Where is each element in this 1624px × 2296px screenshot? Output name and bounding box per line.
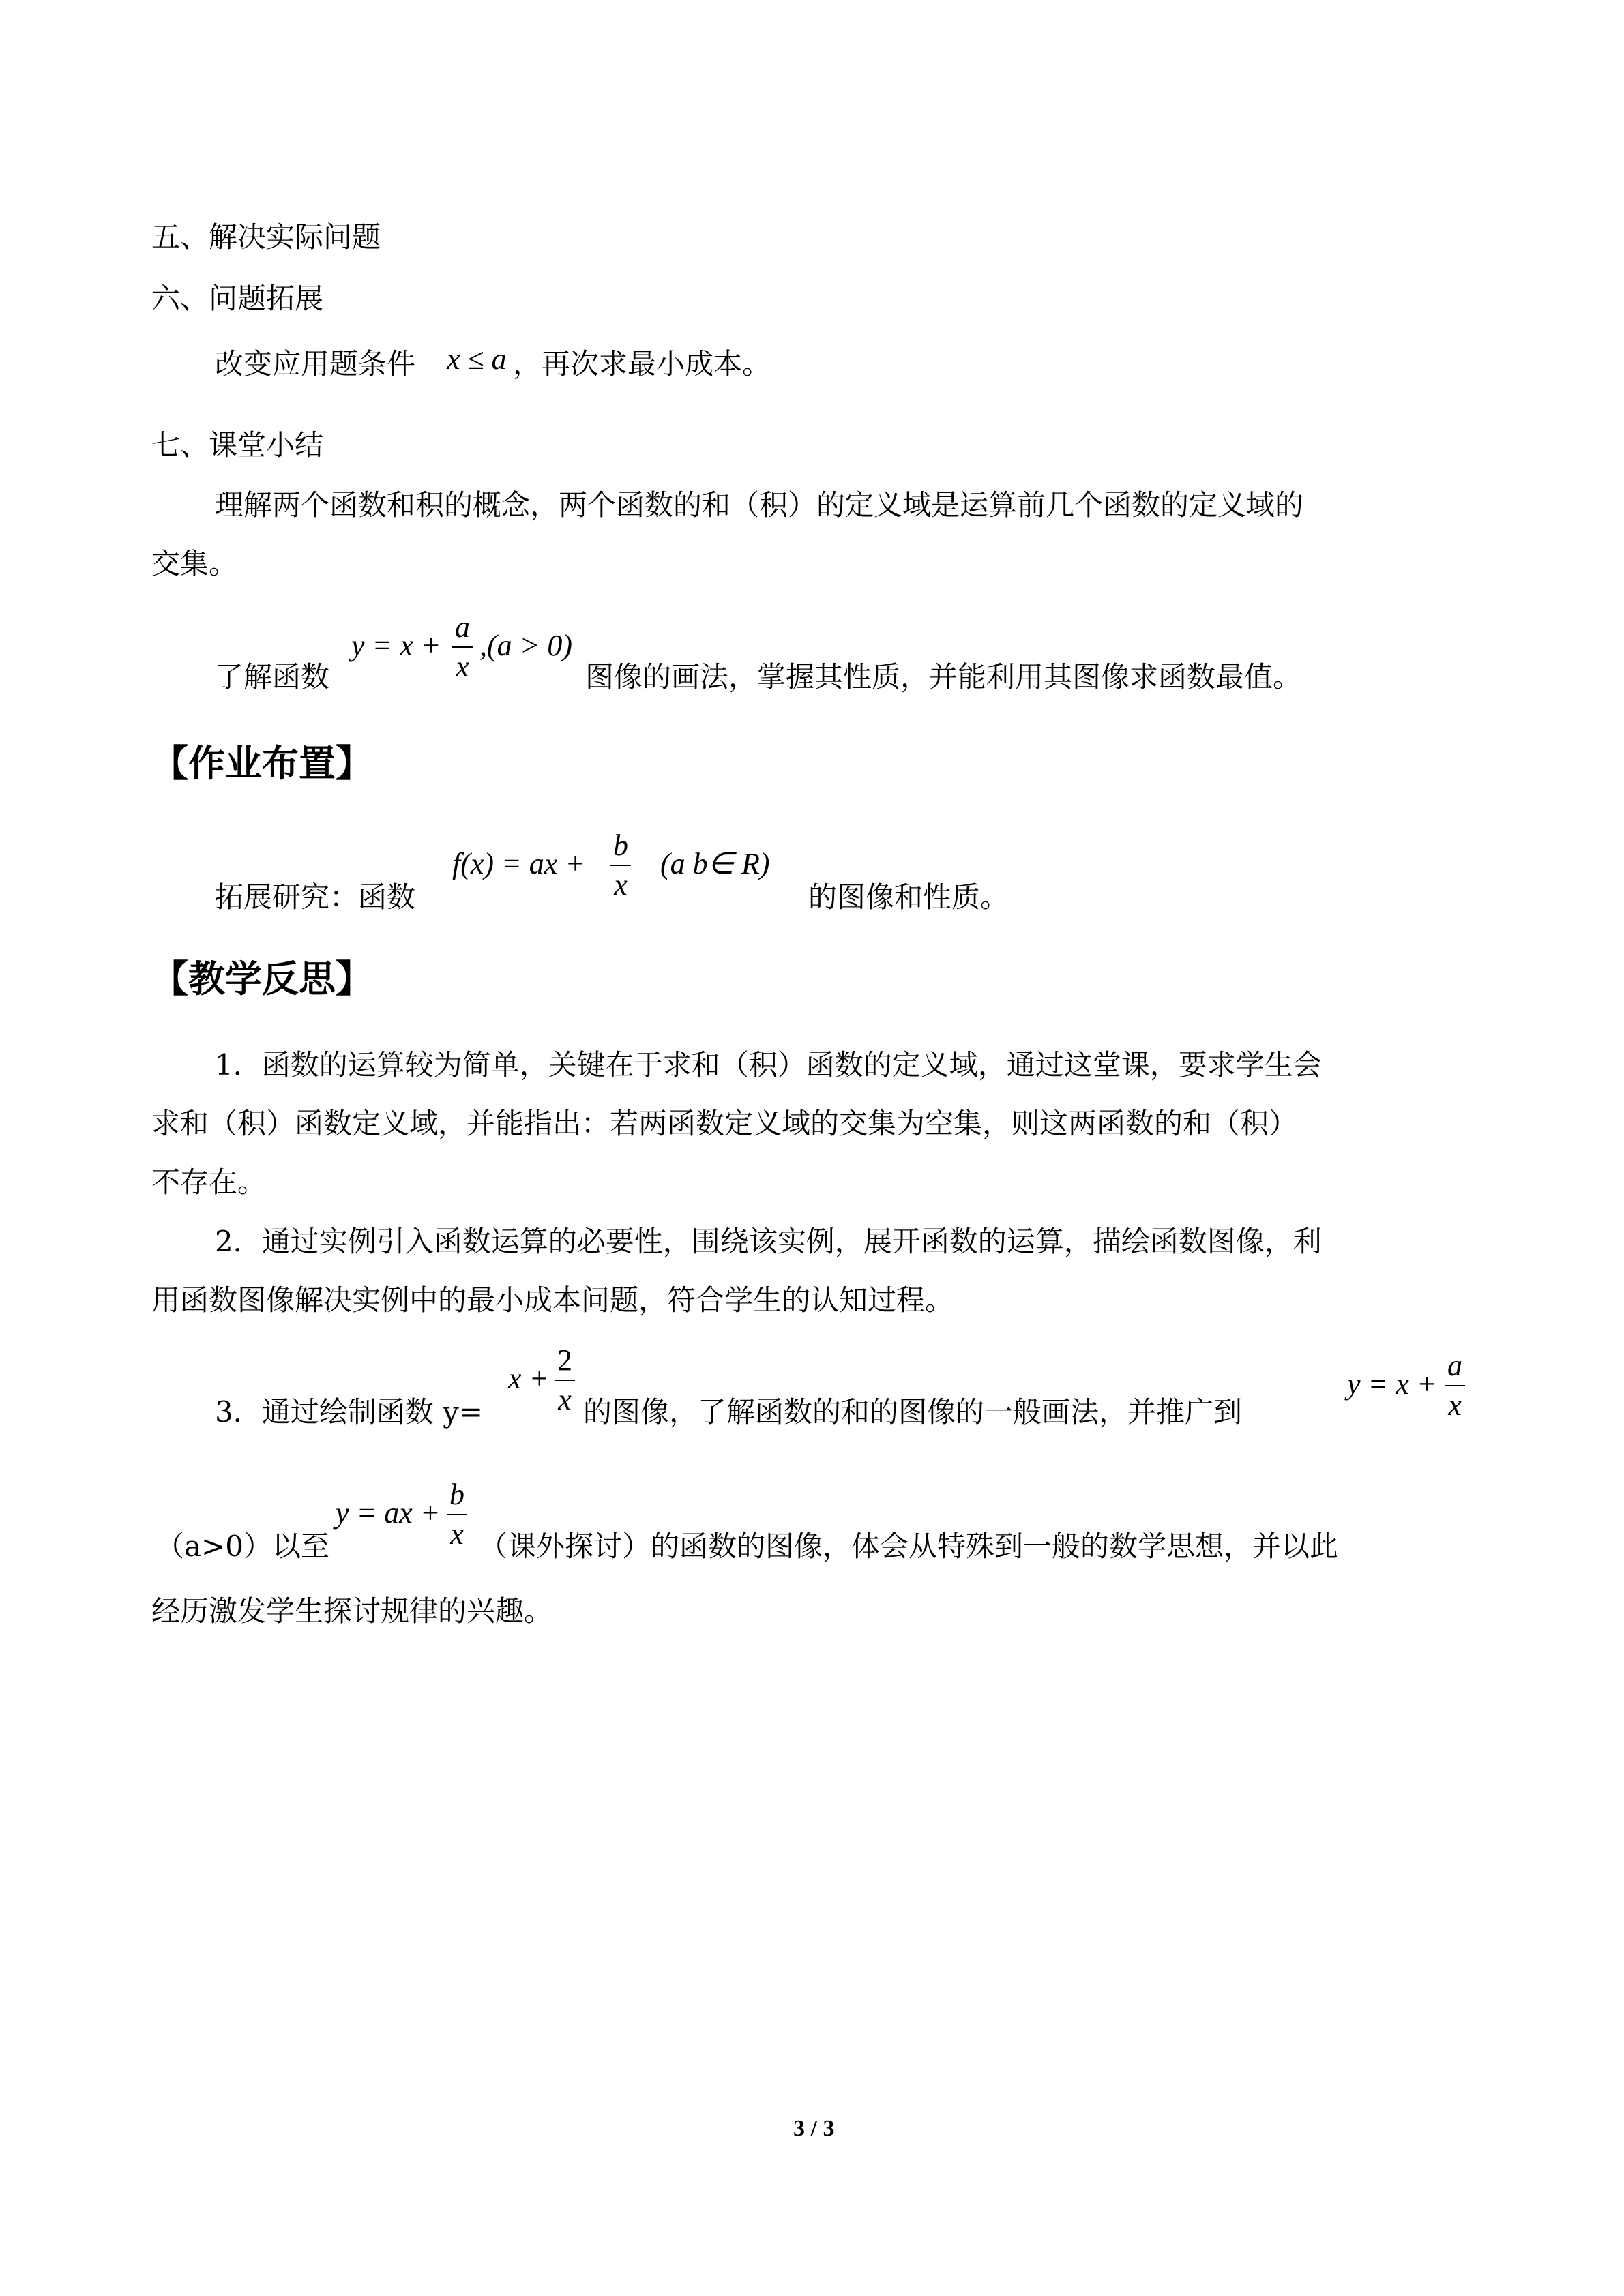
- formula-domain-a-b-in-r: (a b∈ R): [660, 847, 770, 880]
- reflection-heading: 【教学反思】: [151, 957, 372, 1000]
- homework-body-start: 拓展研究：函数: [215, 880, 416, 914]
- fraction-numerator: a: [1445, 1351, 1465, 1386]
- section-5-title: 五、解决实际问题: [151, 220, 381, 254]
- section-7-title: 七、课堂小结: [151, 428, 324, 462]
- formula-fraction-b-over-x: [610, 831, 631, 900]
- section-7-sentence-end: 图像的画法，掌握其性质，并能利用其图像求函数最值。: [585, 660, 1302, 694]
- fraction-denominator: x: [1448, 1388, 1462, 1422]
- reflection-p2-line-1: 2．通过实例引入函数运算的必要性，围绕该实例，展开函数的运算，描绘函数图像，利: [215, 1225, 1322, 1258]
- fraction-numerator: a: [452, 612, 473, 648]
- section-7-paragraph-line-1: 理解两个函数和积的概念，两个函数的和（积）的定义域是运算前几个函数的定义域的: [215, 488, 1304, 522]
- formula-fraction-a-over-x: [452, 612, 473, 682]
- fraction-numerator: b: [447, 1480, 467, 1515]
- fraction-denominator: x: [456, 650, 469, 683]
- section-6-title: 六、问题拓展: [151, 282, 324, 315]
- fraction-denominator: x: [450, 1517, 464, 1551]
- reflection-p1-line-3: 不存在。: [151, 1165, 267, 1199]
- page-number: 3 / 3: [793, 2116, 835, 2141]
- reflection-p1-line-1: 1．函数的运算较为简单，关键在于求和（积）函数的定义域，通过这堂课，要求学生会: [215, 1048, 1322, 1082]
- section-6-body-end: ，再次求最小成本。: [513, 347, 771, 381]
- formula-x-plus-2-over-x-lhs: x +: [508, 1362, 550, 1395]
- reflection-p3-line-2-end: （课外探讨）的函数的图像，体会从特殊到一般的数学思想，并以此: [479, 1530, 1339, 1563]
- fraction-denominator: x: [614, 868, 628, 901]
- reflection-p3-line-3: 经历激发学生探讨规律的兴趣。: [151, 1594, 553, 1628]
- formula-y-ax-plus-b-over-x-lhs: y = ax +: [336, 1496, 441, 1530]
- formula-condition-a-positive: ,(a > 0): [479, 629, 572, 662]
- reflection-p3-middle: 的图像，了解函数的和的图像的一般画法，并推广到: [583, 1395, 1243, 1429]
- section-7-sentence-start: 了解函数: [215, 660, 330, 694]
- fraction-numerator: 2: [555, 1345, 575, 1381]
- formula-y-x-plus-a-over-x-second-lhs: y = x +: [1347, 1367, 1437, 1401]
- fraction-denominator: x: [558, 1383, 572, 1416]
- reflection-p3-line-2-start: （a>0）以至: [156, 1530, 329, 1563]
- section-6-body-start: 改变应用题条件: [215, 347, 416, 381]
- homework-body-end: 的图像和性质。: [808, 880, 1009, 914]
- section-7-paragraph-line-2: 交集。: [151, 547, 238, 580]
- formula-fraction-2-over-x: [555, 1345, 575, 1415]
- reflection-p2-line-2: 用函数图像解决实例中的最小成本问题，符合学生的认知过程。: [151, 1283, 954, 1317]
- formula-f-x-lhs: f(x) = ax +: [452, 847, 585, 880]
- condition-formula: x ≤ a: [447, 342, 507, 376]
- fraction-numerator: b: [610, 831, 631, 866]
- formula-fraction-a-over-x-second: [1445, 1351, 1465, 1420]
- reflection-p3-start: 3．通过绘制函数 y=: [215, 1395, 483, 1429]
- formula-y-x-plus-a-over-x-lhs: y = x +: [351, 629, 441, 662]
- homework-heading: 【作业布置】: [151, 742, 372, 785]
- formula-fraction-b-over-x-second: [447, 1480, 467, 1549]
- reflection-p1-line-2: 求和（积）函数定义域，并能指出：若两函数定义域的交集为空集，则这两函数的和（积）: [151, 1107, 1298, 1140]
